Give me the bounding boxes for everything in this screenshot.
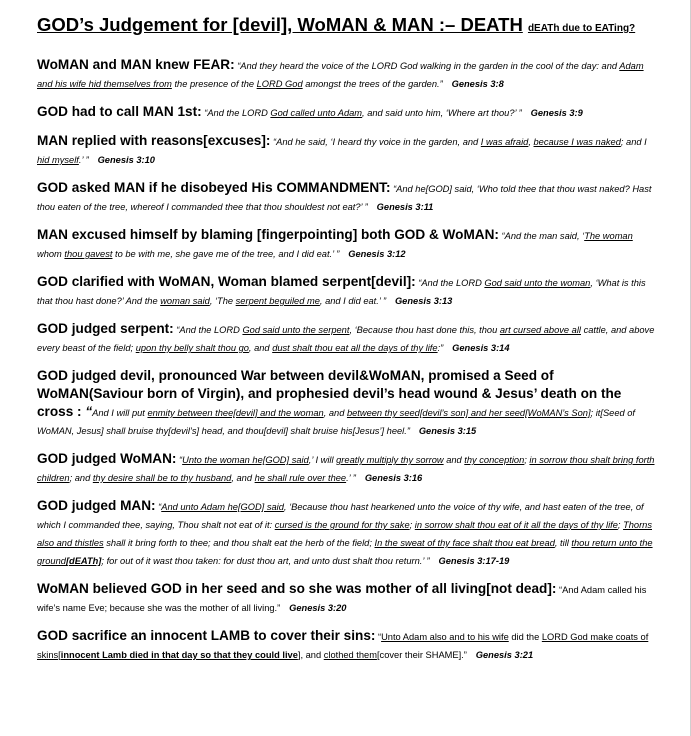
section-commandment xyxy=(37,179,660,215)
scripture-reference: Genesis 3:8 xyxy=(451,79,504,89)
section-heading: GOD judged MAN: xyxy=(37,498,156,513)
section-call-man xyxy=(37,103,660,121)
page-title-main: GOD’s Judgement for [devil], WoMAN & MAN :– DEATH xyxy=(37,14,523,35)
section-heading: GOD judged devil, pronounced War between devil&WoMAN, promised a Seed of WoMAN(Saviour born of Virgin), and prophesied devil’s head wound & Jesus’ death on the cross : xyxy=(37,368,622,419)
section-devil xyxy=(37,367,660,439)
section-heading: MAN excused himself by blaming [fingerpointing] both GOD & WoMAN: xyxy=(37,227,499,242)
section-lamb xyxy=(37,627,660,663)
section-quote: “And unto Adam he[GOD] said, ‘Because thou hast hearkened unto the voice of thy wife, and hast eaten of the tree, of which I commanded thee, saying, Thou shalt not eat of it: cursed is the ground for thy sake; in sorrow shalt thou eat of it all the days of thy life; Thorns also and thistles shall it bring forth to thee; and thou shalt eat the herb of the field; In the sweat of thy face shalt thou eat bread, till thou return unto the ground[dEATh]; for out of it wast thou taken: for dust thou art, and unto dust shalt thou return.’ ” xyxy=(37,502,653,566)
section-heading: GOD had to call MAN 1st: xyxy=(37,104,202,119)
section-woman-blamed xyxy=(37,273,660,309)
section-woman-judged xyxy=(37,450,660,486)
scripture-reference: Genesis 3:9 xyxy=(530,108,583,118)
section-heading: WoMAN and MAN knew FEAR: xyxy=(37,57,235,72)
scripture-reference: Genesis 3:15 xyxy=(418,426,477,436)
scripture-reference: Genesis 3:10 xyxy=(97,155,155,165)
section-man-replied xyxy=(37,132,660,168)
section-heading: WoMAN believed GOD in her seed and so she was mother of all living[not dead]: xyxy=(37,581,557,596)
section-quote: “And the LORD God called unto Adam, and said unto him, ‘Where art thou?’ ” xyxy=(201,108,522,118)
scripture-reference: Genesis 3:14 xyxy=(452,343,510,353)
section-serpent xyxy=(37,320,660,356)
scripture-reference: Genesis 3:11 xyxy=(376,202,434,212)
section-quote: “And the LORD God said unto the woman, ‘What is this that thou hast done?’ And the woman said, ‘The serpent beguiled me, and I did eat.’ ” xyxy=(37,278,646,306)
section-quote: “Unto Adam also and to his wife did the LORD God make coats of skins[innocent Lamb died in that day so that they could live], and clothed them[cover their SHAME].” xyxy=(37,632,649,660)
section-heading: GOD sacrifice an innocent LAMB to cover their sins: xyxy=(37,628,376,643)
page-title-small: dEATh due to EATing? xyxy=(527,23,636,34)
section-fear xyxy=(37,56,660,92)
section-heading: GOD judged WoMAN: xyxy=(37,451,177,466)
scripture-reference: Genesis 3:13 xyxy=(394,296,453,306)
section-heading: GOD clarified with WoMAN, Woman blamed serpent[devil]: xyxy=(37,274,416,289)
section-quote: “And they heard the voice of the LORD God walking in the garden in the cool of the day: and Adam and his wife hid themselves from the presence of the LORD God amongst the trees of the garden.” xyxy=(37,61,644,89)
section-mother-of-living xyxy=(37,580,660,616)
section-quote: “And he said, ‘I heard thy voice in the garden, and I was afraid, because I was naked; and I hid myself.’ ” xyxy=(37,137,647,165)
section-heading: GOD judged serpent: xyxy=(37,321,174,336)
section-quote: “And I will put enmity between thee[devil] and the woman, and between thy seed[devil’s son] and her seed[WoMAN’s Son]; it[Seed of WoMAN, Jesus] shall bruise thy[devil’s] head, and thou[devil] shalt bruise his[Jesus’] heel.” xyxy=(37,404,635,436)
section-man-judged xyxy=(37,497,660,569)
section-quote: “And the LORD God said unto the serpent, ‘Because thou hast done this, thou art cursed above all cattle, and above every beast of the field; upon thy belly shalt thou go, and dust shalt thou eat all the days of thy life:” xyxy=(37,325,655,353)
section-quote: “And Adam called his wife’s name Eve; because she was the mother of all living.” xyxy=(37,585,647,613)
scripture-reference: Genesis 3:12 xyxy=(348,249,406,259)
section-heading: MAN replied with reasons[excuses]: xyxy=(37,133,271,148)
section-heading: GOD asked MAN if he disobeyed His COMMANDMENT: xyxy=(37,180,391,195)
scripture-reference: Genesis 3:21 xyxy=(475,650,534,660)
scripture-reference: Genesis 3:16 xyxy=(364,473,423,483)
section-quote: “Unto the woman he[GOD] said,’ I will greatly multiply thy sorrow and thy conception; in sorrow thou shalt bring forth children; and thy desire shall be to thy husband, and he shall rule over thee.’ ” xyxy=(37,455,655,483)
scripture-reference: Genesis 3:17-19 xyxy=(438,556,510,566)
section-man-excused xyxy=(37,226,660,262)
section-quote: “And he[GOD] said, ‘Who told thee that thou wast naked? Hast thou eaten of the tree, whereof I commanded thee that thou shouldest not eat?’ ” xyxy=(37,184,652,212)
section-quote: “And the man said, ‘The woman whom thou gavest to be with me, she gave me of the tree, and I did eat.’ ” xyxy=(37,231,633,259)
scripture-reference: Genesis 3:20 xyxy=(289,603,347,613)
page-title xyxy=(37,14,660,40)
